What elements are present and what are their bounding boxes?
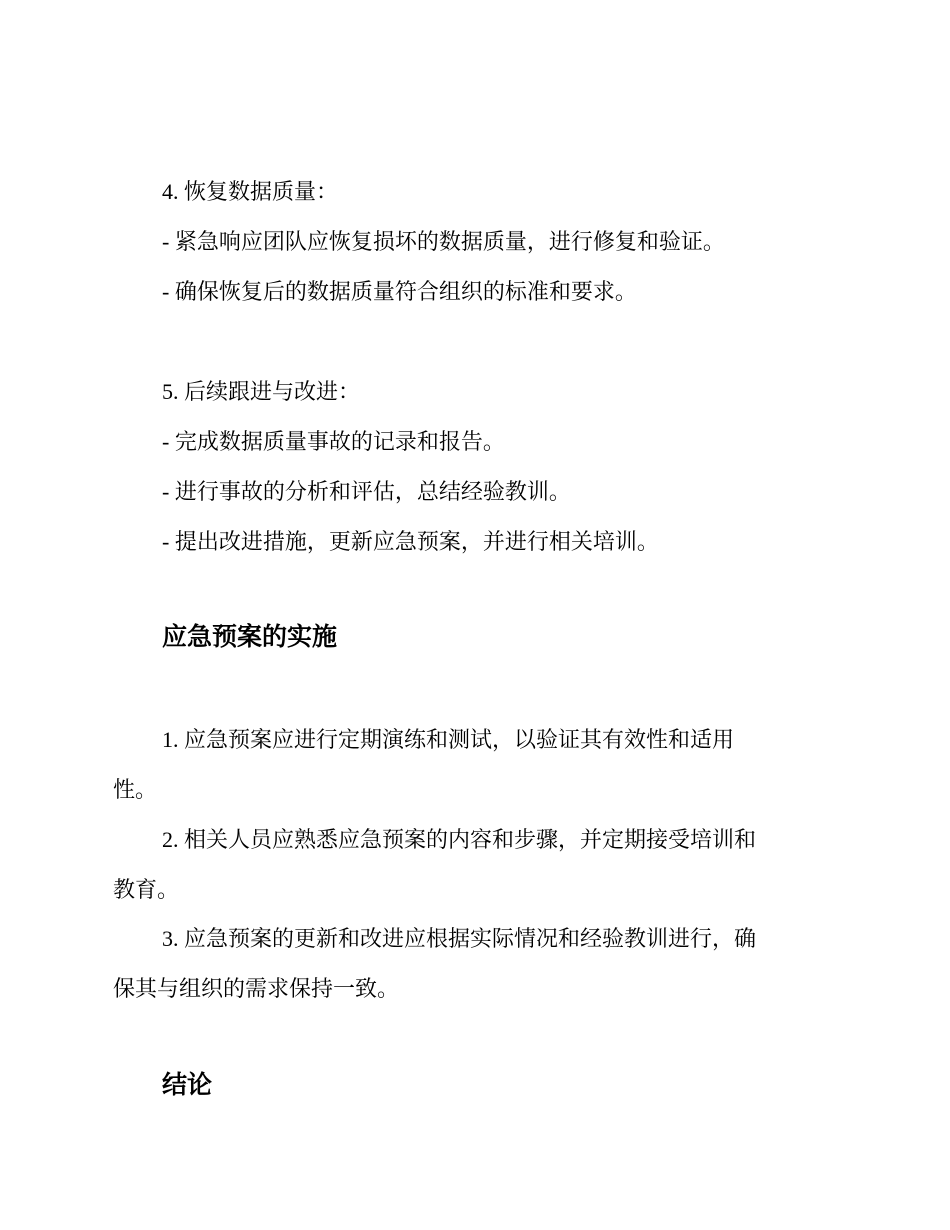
paragraph-line: 保其与组织的需求保持一致。 bbox=[113, 976, 400, 1001]
paragraph-line: 1. 应急预案应进行定期演练和测试，以验证其有效性和适用 bbox=[162, 727, 735, 752]
paragraph-line: 2. 相关人员应熟悉应急预案的内容和步骤，并定期接受培训和 bbox=[162, 827, 757, 852]
paragraph-line: 3. 应急预案的更新和改进应根据实际情况和经验教训进行，确 bbox=[162, 926, 757, 951]
conclusion-heading: 结论 bbox=[162, 1070, 213, 1099]
list-item: - 进行事故的分析和评估，总结经验教训。 bbox=[162, 479, 571, 504]
section-4-title: 4. 恢复数据质量： bbox=[162, 179, 339, 204]
list-item: - 确保恢复后的数据质量符合组织的标准和要求。 bbox=[162, 279, 637, 304]
paragraph-line: 教育。 bbox=[113, 877, 180, 902]
list-item: - 紧急响应团队应恢复损坏的数据质量，进行修复和验证。 bbox=[162, 229, 725, 254]
section-5-title: 5. 后续跟进与改进： bbox=[162, 379, 361, 404]
implementation-heading: 应急预案的实施 bbox=[162, 622, 338, 651]
paragraph-line: 性。 bbox=[113, 777, 158, 802]
list-item: - 完成数据质量事故的记录和报告。 bbox=[162, 429, 505, 454]
list-item: - 提出改进措施，更新应急预案，并进行相关培训。 bbox=[162, 529, 659, 554]
